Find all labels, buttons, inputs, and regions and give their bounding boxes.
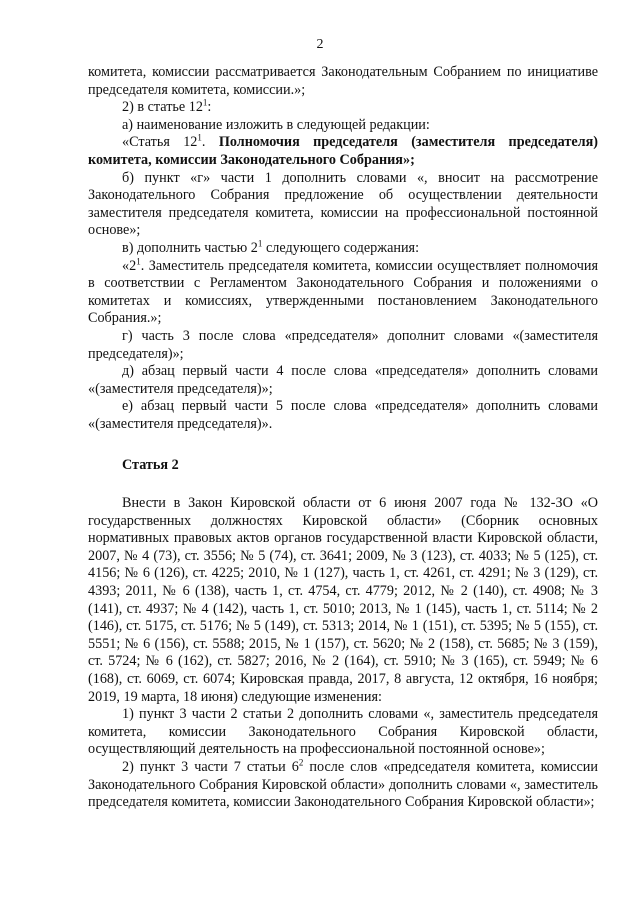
- article-heading: Статья 2: [122, 457, 179, 474]
- paragraph: «$2^1$. Заместитель председателя комитета, комиссии осуществляет полномочия в соответствии с Регламентом Законодательного Собрания и положениями о комитетах и комиссиях, утвержденными постановлением Законодательного Собрания.»;: [88, 255, 598, 327]
- paragraph: д) абзац первый части 4 после слова «председателя» дополнить словами «(заместителя председателя)»;: [88, 363, 598, 397]
- paragraph: Внести в Закон Кировской области от 6 июня 2007 года № 132-ЗО «О государственных должностях Кировской области» (Сборник основных нормативных правовых актов органов государственной власти Кировской области, 2007, № 4 (73), ст. 3556; № 5 (74), ст. 3641; 2009, № 3 (123), ст. 4033; № 5 (125), ст. 4156; № 6 (126), ст. 4225; 2010, № 1 (127), часть 1, ст. 4261, ст. 4291; № 3 (129), ст. 4393; 2011, № 6 (138), часть 1, ст. 4754, ст. 4779; 2012, № 2 (140), ст. 4908; № 3 (141), ст. 4937; № 4 (142), часть 1, ст. 5010; 2013, № 1 (145), часть 1, ст. 5114; № 2 (146), ст. 5175, ст. 5176; № 5 (149), ст. 5313; 2014, № 1 (151), ст. 5395; № 5 (155), ст. 5551; № 6 (156), ст. 5588; 2015, № 1 (157), ст. 5620; № 2 (158), ст. 5685; № 3 (159), ст. 5724; № 6 (162), ст. 5827; 2016, № 2 (164), ст. 5910; № 3 (165), ст. 5949; № 6 (168), ст. 6069, ст. 6074; Кировская правда, 2017, 8 августа, 12 октября, 16 ноября; 2019, 19 марта, 18 июня) следующие изменения:: [88, 495, 598, 705]
- paragraph: г) часть 3 после слова «председателя» дополнит словами «(заместителя председателя)»;: [88, 327, 598, 362]
- paragraph: 2) в статье $12^1$:: [122, 97, 212, 116]
- paragraph: б) пункт «г» части 1 дополнить словами «, вносит на рассмотрение Законодательного Собрания предложение об осуществлении деятельности заместителя председателя комитета, комиссии на профессиональной постоянной основе»;: [88, 169, 598, 239]
- page-number: 2: [316, 37, 324, 52]
- paragraph: 2) пункт 3 части 7 статьи $6^2$ после слов «председателя комитета, комиссии Законодательного Собрания Кировской области» дополнить словами «, заместитель председателя комитета, комиссии Законодательного Собрания Кировской области»;: [88, 757, 598, 811]
- document-body: [88, 64, 598, 812]
- article-title-quote: «Статья $12^1$. Полномочия председателя (заместителя председателя) комитета, комиссии Законодательного Собрания»;: [88, 132, 599, 168]
- paragraph: комитета, комиссии рассматривается Законодательным Собранием по инициативе председателя комитета, комиссии.»;: [88, 64, 598, 98]
- paragraph: а) наименование изложить в следующей редакции:: [122, 116, 430, 133]
- paragraph: е) абзац первый части 5 после слова «председателя» дополнить словами «(заместителя председателя)».: [88, 398, 598, 432]
- paragraph: 1) пункт 3 части 2 статьи 2 дополнить словами «, заместитель председателя комитета, комиссии Законодательного Собрания Кировской области, осуществляющий деятельность на профессиональной постоянной основе»;: [88, 706, 598, 758]
- paragraph: в) дополнить частью $2^1$ следующего содержания:: [122, 238, 420, 256]
